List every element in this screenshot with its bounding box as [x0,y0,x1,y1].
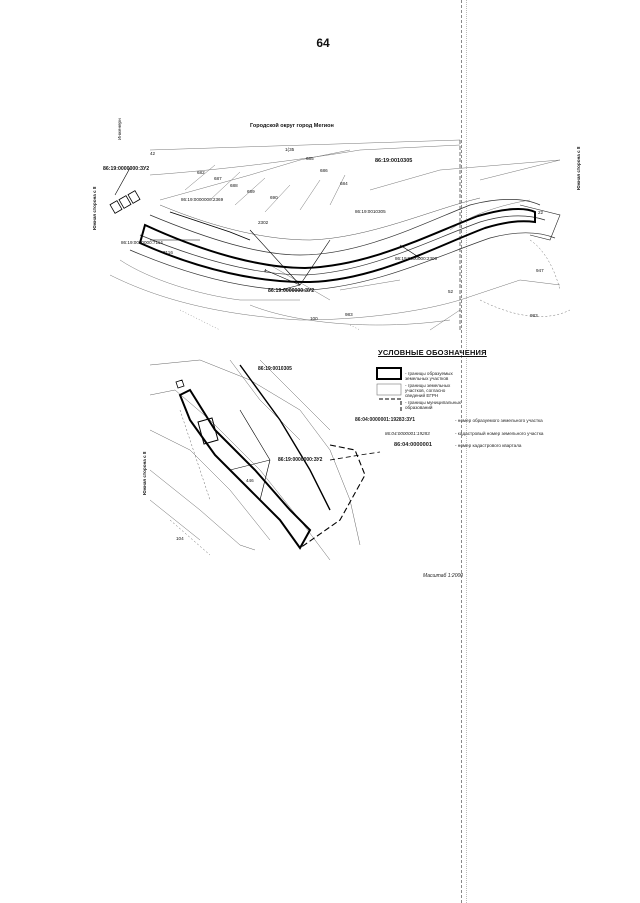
main-map-labels [92,118,581,321]
plot-number: 4 [264,268,267,273]
parcel-7116-label: 7116 [163,250,173,255]
zu2-label-bottom: 86:19:0000000:ЗУ2 [268,288,315,294]
legend-item-text: - границы земельных участков, согласно сведений ЕГРН [405,383,451,398]
legend-thin-rect-symbol [377,384,401,395]
street-label-left: Южная сторона с 8 [92,186,97,230]
parcel-7114-label: 86:19:0000000:7114 [121,240,163,245]
plot-number: 686 [320,168,328,173]
plot-number: 687 [214,176,222,181]
legend-dashed-corner-symbol [379,399,401,411]
legend-code-zu: 86:04:0000001:19283:ЗУ1 [355,417,415,423]
main-parcel-outlines [130,198,560,290]
plot-number: 947 [536,268,544,273]
map-title: Городской округ город Мегион [250,123,334,129]
scale-label: Масштаб 1:2000 [423,573,464,579]
legend-item-text: - границы образуемых земельных участков [405,371,453,381]
plot-number: 42 [150,151,156,156]
inset-map-background-lines [150,360,360,560]
plot-number: 52 [448,289,454,294]
plot-number: 1(35 [285,147,295,152]
vertical-label-engineering: Инженерн [117,118,122,140]
parcel-2302-label: 2302 [258,220,269,225]
zu2-label-top: 86:19:0000000:ЗУ2 [103,166,150,172]
inset-zu2-label: 86:19:0000000:ЗУ2 [278,457,323,463]
plot-number: 689 [247,189,255,194]
plot-number: 100 [310,316,318,321]
inset-quarter-label: 86:19:0010305 [258,366,292,372]
plot-number: 22 [538,210,544,215]
street-label-right: Южная сторона с 8 [576,146,581,190]
inset-leader-dashed [330,452,380,460]
page-number: 64 [316,36,330,50]
plot-number: 983 [530,313,538,318]
parcel-2304-label: 86:19:0010305 [355,209,386,214]
legend-code-text: - номер образуемого земельного участка [455,418,543,423]
legend-code-quarter: 86:04:0000001 [394,442,432,448]
legend-code-cadastral: 86:04:0000001:19283 [385,431,430,436]
quarter-label: 86:19:0010305 [375,158,413,164]
plot-number: 983 [345,312,353,317]
legend-symbols [377,368,401,411]
legend-code-text: - номер кадастрового квартала [455,443,522,448]
small-parcels-zu2 [110,191,140,214]
legend-title: УСЛОВНЫЕ ОБОЗНАЧЕНИЯ [378,348,487,357]
plot-number: 688 [230,183,238,188]
legend-thick-rect-symbol [377,368,401,379]
legend-item-text: - границы муниципальных образований [405,400,461,410]
inset-street-label: Южная сторона с 8 [142,451,147,495]
plot-number: 690 [270,195,278,200]
plot-number: 682 [197,170,205,175]
plot-number: 684 [340,181,348,186]
legend-code-text: - кадастровый номер земельного участка [455,431,544,436]
inset-leader-lines [230,410,270,500]
parcel-2369-label: 86:19:0000000:2369 [181,197,224,202]
inset-plot-number: 104 [176,536,184,541]
main-map-background-lines [110,140,570,330]
parcel-2300-label: 86:19:0000000:2300 [395,256,438,261]
plot-number: 685 [306,156,314,161]
inset-plot-number: 446 [246,478,254,483]
